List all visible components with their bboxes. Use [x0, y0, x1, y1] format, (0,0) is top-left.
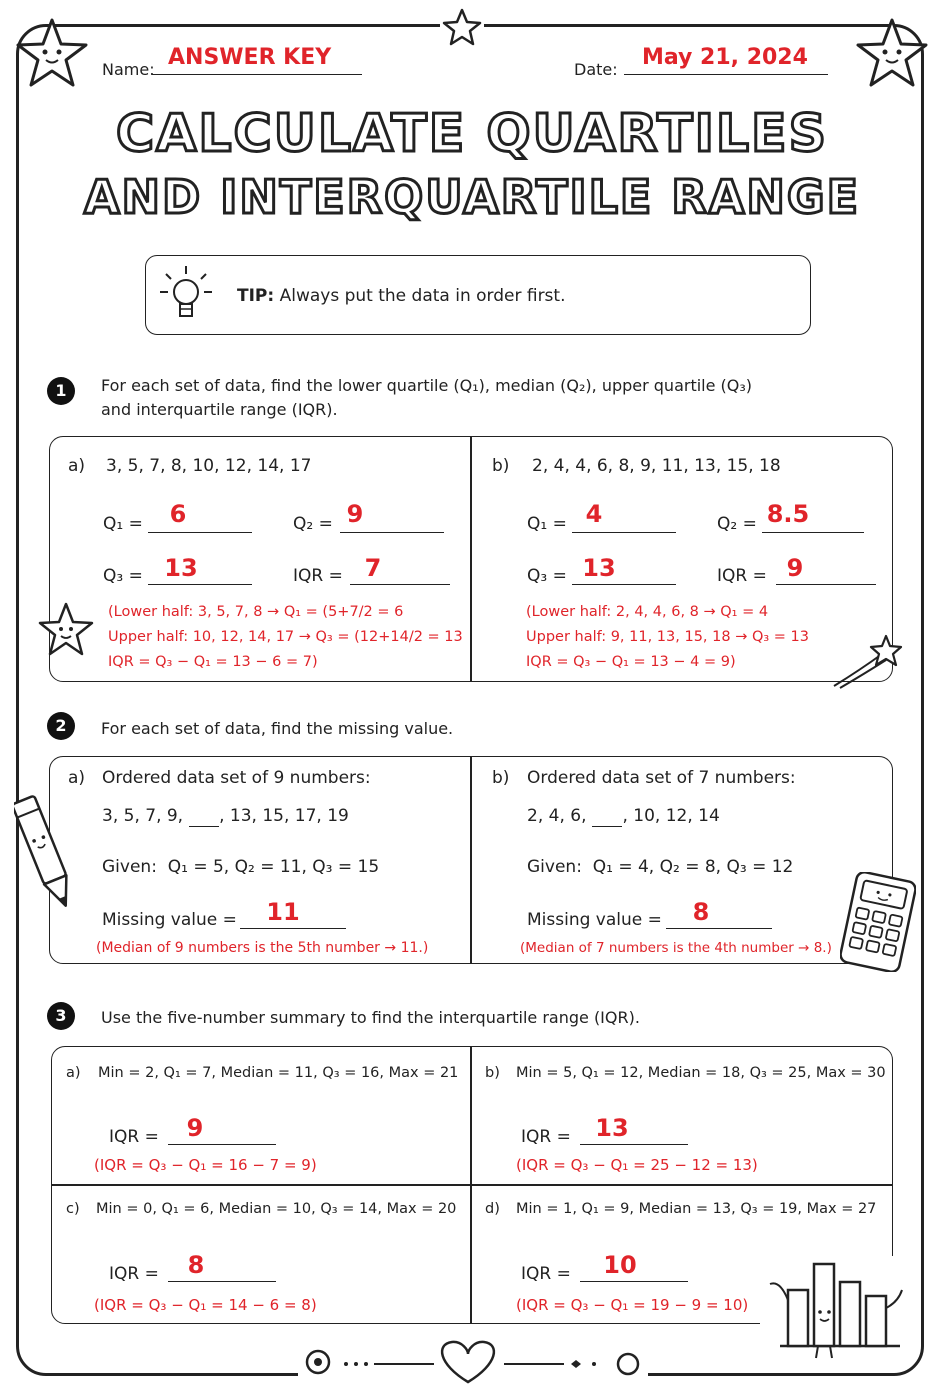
- q1a-q1-answer: 6: [169, 500, 187, 528]
- q2a-given: Given: Q₁ = 5, Q₂ = 11, Q₃ = 15: [102, 857, 380, 877]
- q3d-iqr-label: IQR =: [521, 1264, 571, 1284]
- q1b-q3-label: Q₃ =: [527, 566, 567, 586]
- divider: [51, 1184, 893, 1186]
- bar-chart-icon: [760, 1256, 910, 1364]
- pencil-icon: [14, 788, 74, 916]
- q1b-iqr-label: IQR =: [717, 566, 767, 586]
- q1b-data: 2, 4, 4, 6, 8, 9, 11, 13, 15, 18: [532, 456, 781, 476]
- q3d-label: d): [485, 1201, 500, 1217]
- question-number-1: 1: [47, 377, 75, 405]
- page-title-line1: CALCULATE QUARTILES: [115, 104, 829, 164]
- bottom-ornament: [298, 1330, 648, 1390]
- q3b-summary: Min = 5, Q₁ = 12, Median = 18, Q₃ = 25, Max = 30: [516, 1065, 886, 1081]
- star-icon: [440, 6, 484, 50]
- q1-instruction-line1: For each set of data, find the lower quartile (Q₁), median (Q₂), upper quartile (Q₃): [101, 376, 753, 395]
- q3c-working: (IQR = Q₃ − Q₁ = 14 − 6 = 8): [94, 1296, 317, 1314]
- star-icon: [34, 598, 98, 662]
- calculator-icon: [840, 872, 916, 972]
- q1a-q2-answer: 9: [346, 500, 364, 528]
- q3c-iqr-label: IQR =: [109, 1264, 159, 1284]
- question-number-2: 2: [47, 712, 75, 740]
- divider: [470, 756, 472, 964]
- q2a-blank: [189, 806, 219, 827]
- q3c-iqr-answer: 8: [187, 1251, 205, 1279]
- q1b-q1-label: Q₁ =: [527, 514, 567, 534]
- q3d-iqr-answer: 10: [603, 1251, 637, 1279]
- q3b-iqr-answer: 13: [595, 1114, 629, 1142]
- star-icon: [852, 14, 932, 94]
- q2a-label: a): [68, 768, 86, 788]
- q3a-iqr-answer: 9: [186, 1114, 204, 1142]
- q3a-iqr-label: IQR =: [109, 1127, 159, 1147]
- q3b-working: (IQR = Q₃ − Q₁ = 25 − 12 = 13): [516, 1156, 758, 1174]
- q3a-label: a): [66, 1065, 81, 1081]
- q2b-data: 2, 4, 6, , 10, 12, 14: [527, 806, 720, 826]
- q2-instruction: For each set of data, find the missing value.: [101, 719, 454, 738]
- q3a-working: (IQR = Q₃ − Q₁ = 16 − 7 = 9): [94, 1156, 317, 1174]
- q1b-working: (Lower half: 2, 4, 4, 6, 8 → Q₁ = 4 Upper half: 9, 11, 13, 15, 18 → Q₃ = 13 IQR = Q₃ − Q₁ = 13 − 4 = 9): [526, 604, 810, 670]
- q1b-q3-answer: 13: [582, 554, 616, 582]
- q1a-label: a): [68, 456, 86, 476]
- q2a-working: (Median of 9 numbers is the 5th number → 11.): [96, 940, 429, 956]
- q1a-iqr-label: IQR =: [293, 566, 343, 586]
- q3d-working: (IQR = Q₃ − Q₁ = 19 − 9 = 10): [516, 1296, 749, 1314]
- tip-label: TIP:: [237, 286, 275, 306]
- question-number-3: 3: [47, 1002, 75, 1030]
- q2b-missing-answer: 8: [692, 898, 710, 926]
- q2b-label: b): [492, 768, 510, 788]
- tip-text: TIP: Always put the data in order first.: [237, 286, 566, 306]
- q2b-given: Given: Q₁ = 4, Q₂ = 8, Q₃ = 12: [527, 857, 794, 877]
- shooting-star-icon: [830, 630, 906, 690]
- q3b-iqr-label: IQR =: [521, 1127, 571, 1147]
- q1b-iqr-answer: 9: [786, 554, 804, 582]
- date-value: May 21, 2024: [642, 45, 808, 70]
- q2b-blank: [592, 806, 622, 827]
- q2a-missing-label: Missing value =: [102, 910, 237, 930]
- q3c-summary: Min = 0, Q₁ = 6, Median = 10, Q₃ = 14, Max = 20: [96, 1201, 457, 1217]
- date-label: Date:: [574, 60, 618, 79]
- q1b-q2-answer: 8.5: [766, 500, 810, 528]
- q1a-q2-label: Q₂ =: [293, 514, 333, 534]
- q3-instruction: Use the five-number summary to find the interquartile range (IQR).: [101, 1008, 640, 1027]
- q2a-data: 3, 5, 7, 9, , 13, 15, 17, 19: [102, 806, 349, 826]
- q2b-missing-label: Missing value =: [527, 910, 662, 930]
- q1a-working: (Lower half: 3, 5, 7, 8 → Q₁ = (5+7/2 = 6 Upper half: 10, 12, 14, 17 → Q₃ = (12+14/2 = 13 IQR = Q₃ − Q₁ = 13 − 6 = 7): [108, 604, 463, 670]
- q1b-label: b): [492, 456, 510, 476]
- q3a-summary: Min = 2, Q₁ = 7, Median = 11, Q₃ = 16, Max = 21: [98, 1065, 459, 1081]
- q2a-heading: Ordered data set of 9 numbers:: [102, 768, 371, 788]
- q1a-q3-answer: 13: [164, 554, 198, 582]
- q3c-label: c): [66, 1201, 80, 1217]
- q1b-q2-label: Q₂ =: [717, 514, 757, 534]
- q1a-iqr-answer: 7: [364, 554, 382, 582]
- q3d-summary: Min = 1, Q₁ = 9, Median = 13, Q₃ = 19, Max = 27: [516, 1201, 877, 1217]
- q1-instruction-line2: and interquartile range (IQR).: [101, 400, 338, 419]
- divider: [470, 436, 472, 682]
- name-label: Name:: [102, 60, 155, 79]
- q2b-heading: Ordered data set of 7 numbers:: [527, 768, 796, 788]
- q2b-working: (Median of 7 numbers is the 4th number → 8.): [520, 940, 832, 956]
- q1a-data: 3, 5, 7, 8, 10, 12, 14, 17: [106, 456, 312, 476]
- q2a-missing-answer: 11: [266, 898, 300, 926]
- q1b-q1-answer: 4: [585, 500, 603, 528]
- page-title-line2: AND INTERQUARTILE RANGE: [83, 170, 861, 224]
- lightbulb-icon: [158, 264, 214, 328]
- q1a-q3-label: Q₃ =: [103, 566, 143, 586]
- star-icon: [12, 14, 92, 94]
- name-value: ANSWER KEY: [168, 45, 332, 70]
- q3b-label: b): [485, 1065, 500, 1081]
- q1a-q1-label: Q₁ =: [103, 514, 143, 534]
